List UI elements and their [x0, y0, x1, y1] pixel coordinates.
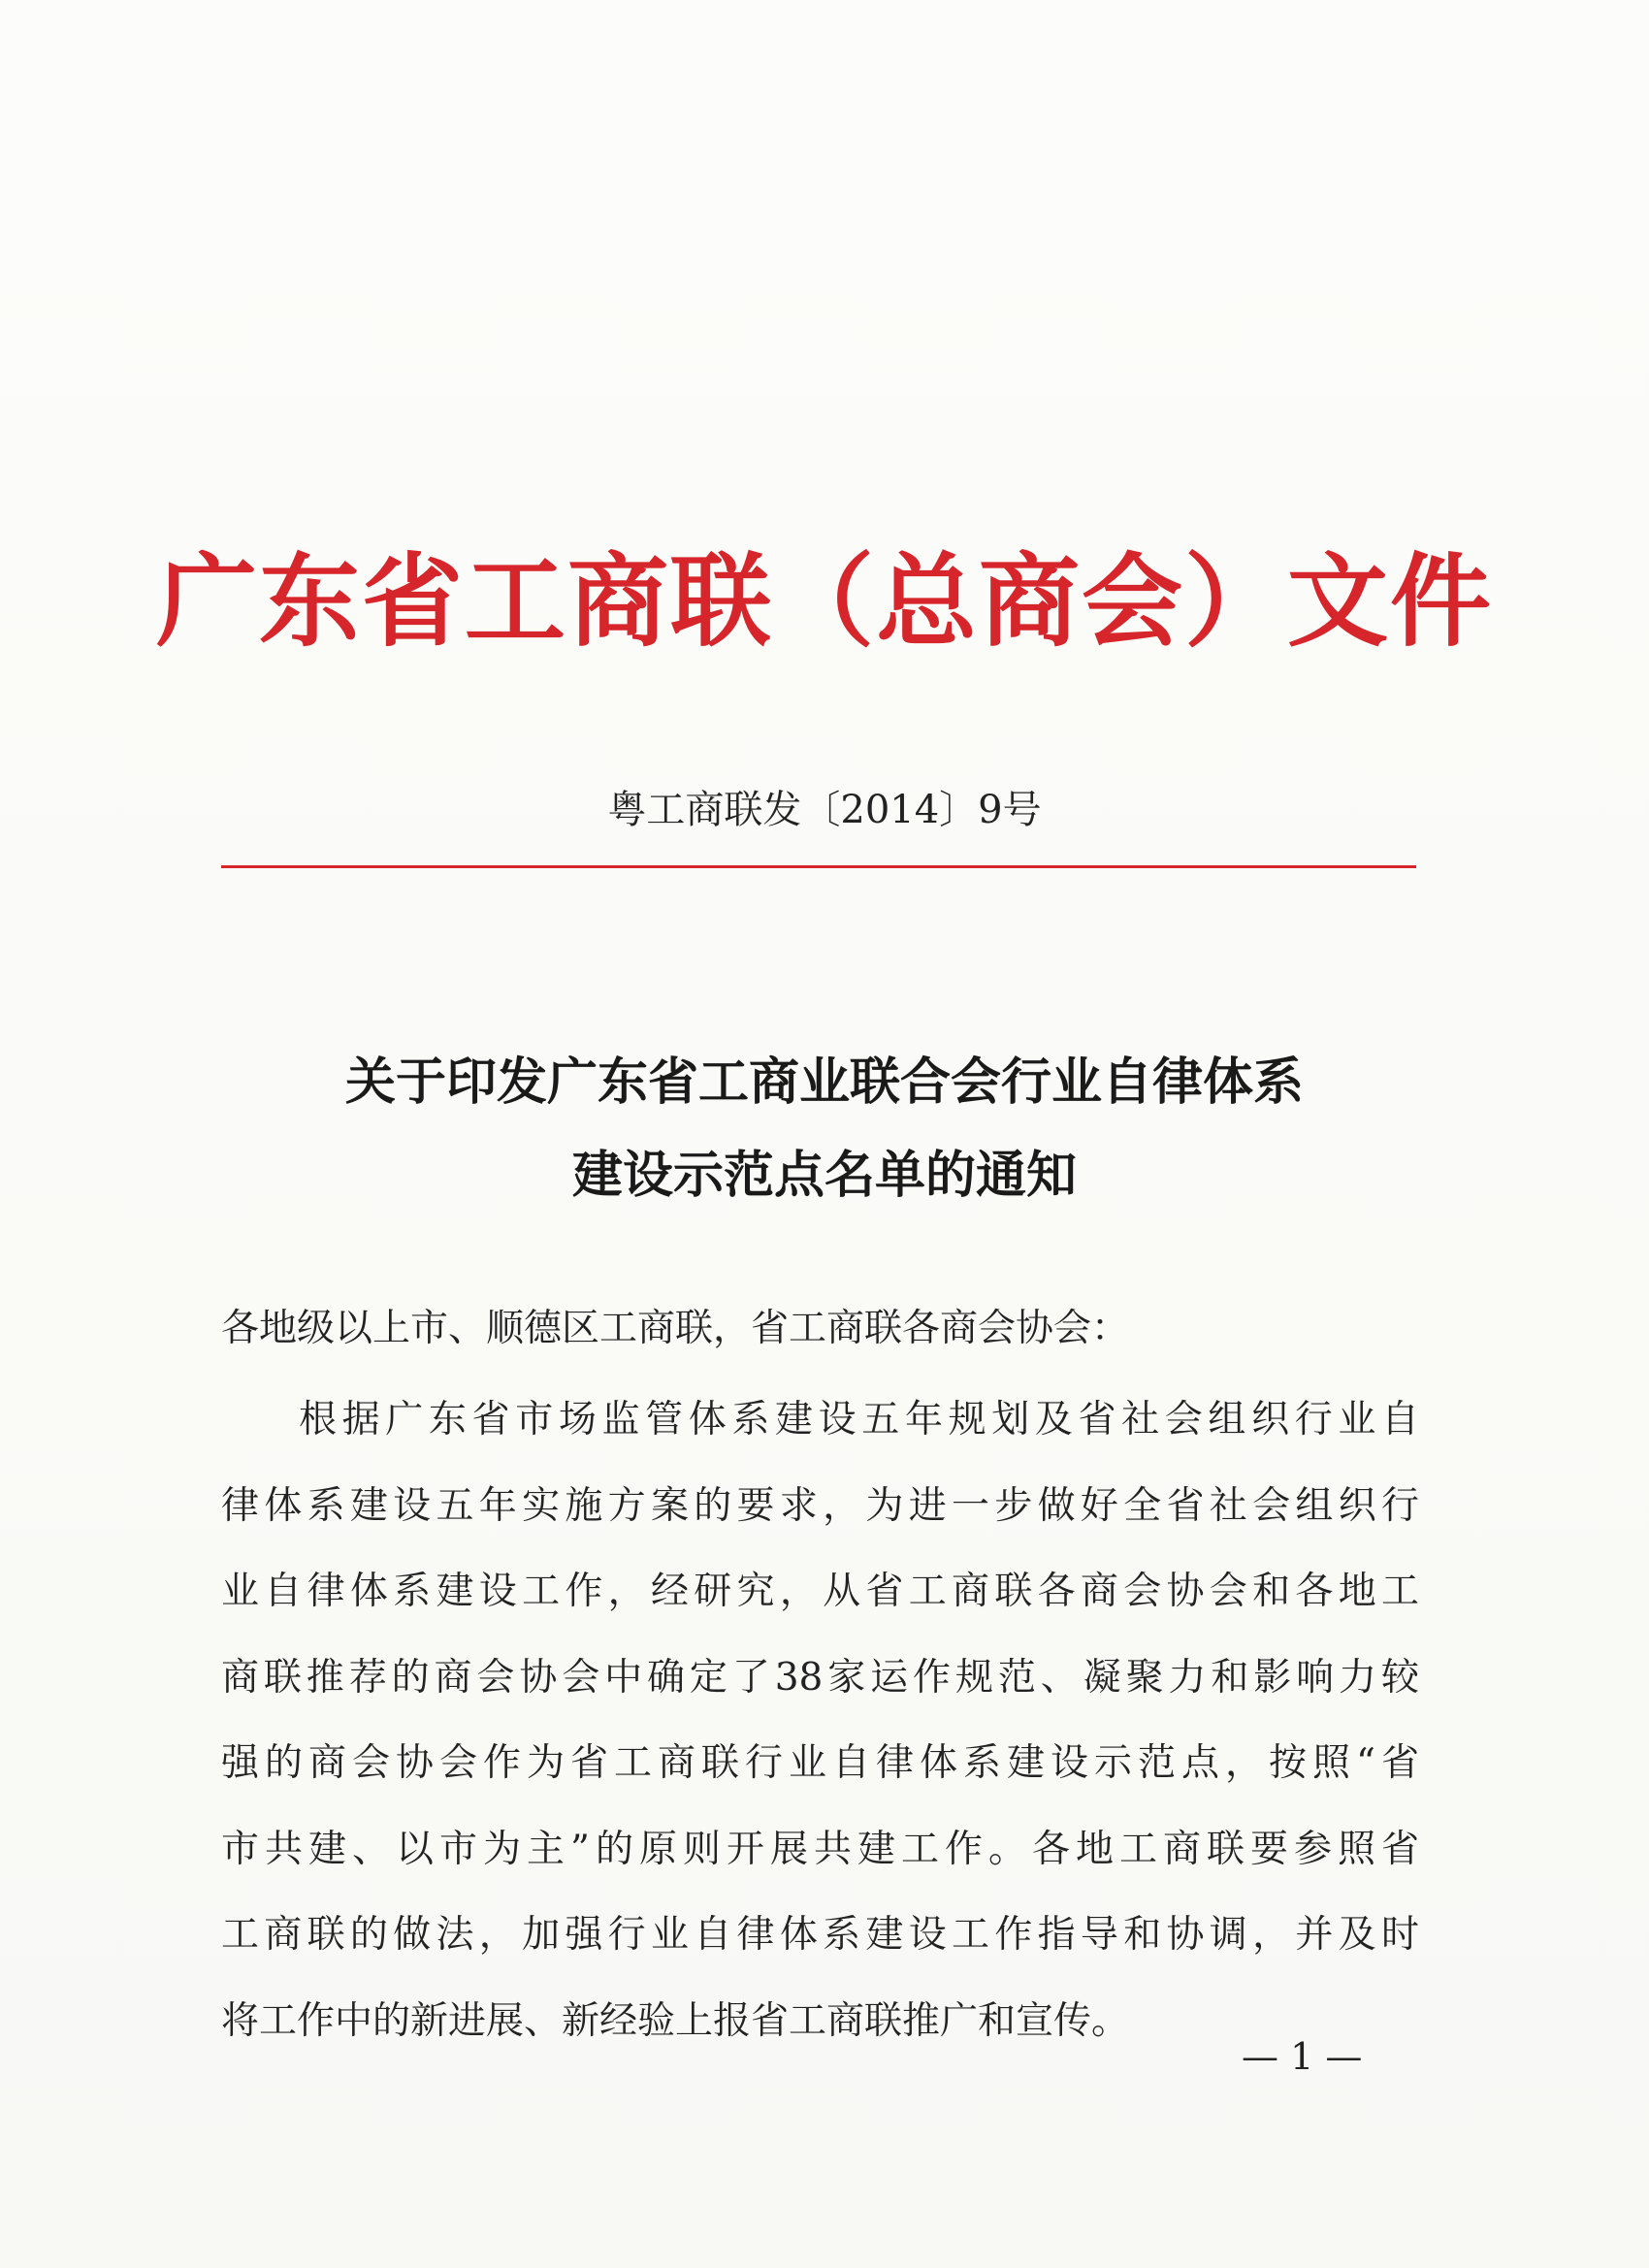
body-line: 律体系建设五年实施方案的要求，为进一步做好全省社会组织行 [221, 1483, 1419, 1528]
page-number: — 1 — [1242, 2035, 1363, 2078]
notice-title [0, 1036, 1649, 1222]
body-line: 工商联的做法，加强行业自律体系建设工作指导和协调，并及时 [221, 1913, 1419, 1957]
body-line: 市共建、以市为主”的原则开展共建工作。各地工商联要参照省 [221, 1827, 1419, 1871]
notice-title-line: 建设示范点名单的通知 [571, 1146, 1077, 1205]
body-line: 商联推荐的商会协会中确定了38家运作规范、凝聚力和影响力较 [221, 1655, 1419, 1700]
document-number: 粤工商联发〔2014〕9号 [607, 788, 1042, 832]
issuer-header-title: 广东省工商联（总商会）文件 [155, 541, 1493, 661]
body-line: 将工作中的新进展、新经验上报省工商联推广和宣传。 [221, 1998, 1130, 2043]
body-line: 业自律体系建设工作，经研究，从省工商联各商会协会和各地工 [221, 1570, 1419, 1613]
salutation: 各地级以上市、顺德区工商联，省工商联各商会协会： [221, 1307, 1130, 1350]
body-line: 强的商会协会作为省工商联行业自律体系建设示范点，按照“省 [221, 1741, 1419, 1785]
red-divider-line [221, 865, 1416, 868]
notice-title-line: 关于印发广东省工商业联合会行业自律体系 [344, 1053, 1304, 1112]
body-paragraph [221, 1377, 1419, 2064]
body-line: 根据广东省市场监管体系建设五年规划及省社会组织行业自 [299, 1398, 1419, 1442]
